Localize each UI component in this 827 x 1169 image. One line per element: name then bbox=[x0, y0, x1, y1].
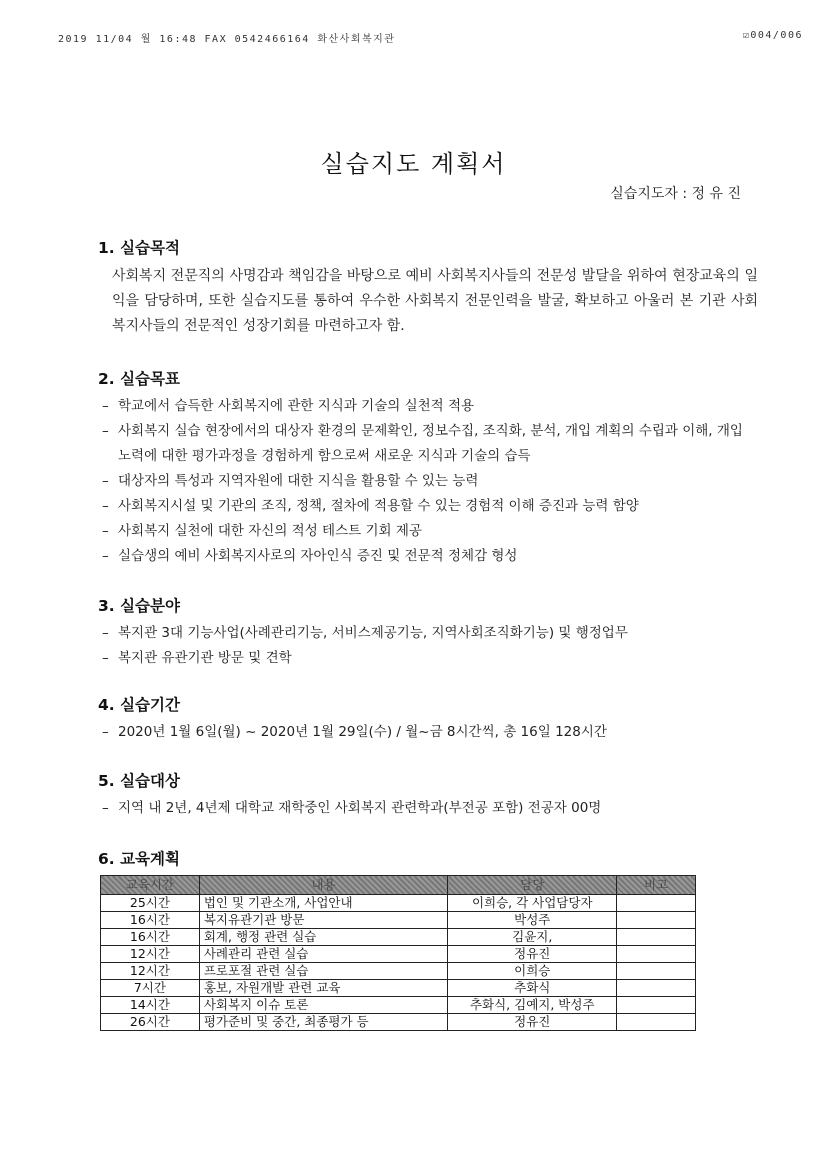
table-row: 16시간 복지유관기관 방문 박성주 bbox=[101, 912, 696, 929]
section-purpose bbox=[98, 236, 758, 339]
instructor-name: 실습지도자 : 정 유 진 bbox=[610, 186, 741, 202]
list-item: – 2020년 1월 6일(월) ~ 2020년 1월 29일(수) / 월~금 8시간씩, 총 16일 128시간 bbox=[102, 724, 607, 740]
table-row: 12시간 사례관리 관련 실습 정유진 bbox=[101, 946, 696, 963]
list-item: – 사회복지시설 및 기관의 조직, 정책, 절차에 적용할 수 있는 경험적 이해 증진과 능력 함양 bbox=[102, 498, 639, 514]
section-title: 5. 실습대상 bbox=[98, 772, 180, 790]
section-fields bbox=[98, 594, 758, 671]
purpose-text: 사회복지 전문직의 사명감과 책임감을 바탕으로 예비 사회복지사들의 전문성 발달을 위하여 현장교육의 일익을 담당하며, 또한 실습지도를 통하여 우수한 사회복지 전문인력을 발굴, 확보하고 아울러 본 기관 사회복지사들의 전문적인 성장기회를 마련하고자 함. bbox=[112, 268, 758, 334]
header-staff: 담당 bbox=[448, 876, 617, 895]
table-header-row bbox=[101, 876, 696, 895]
section-title: 3. 실습분야 bbox=[98, 597, 180, 615]
goals-list bbox=[102, 394, 758, 569]
header-note: 비고 bbox=[617, 876, 696, 895]
section-education-plan bbox=[98, 847, 758, 869]
section-title: 2. 실습목표 bbox=[98, 370, 180, 388]
header-hours: 교육시간 bbox=[101, 876, 200, 895]
list-item: – 실습생의 예비 사회복지사로의 자아인식 증진 및 전문적 정체감 형성 bbox=[102, 548, 518, 564]
section-goals bbox=[98, 367, 758, 569]
target-list bbox=[102, 796, 758, 821]
section-title: 6. 교육계획 bbox=[98, 850, 180, 868]
fax-header-info: 2019 11/04 월 16:48 FAX 0542466164 화산사회복지관 bbox=[58, 34, 396, 45]
list-item: – 복지관 3대 기능사업(사례관리기능, 서비스제공기능, 지역사회조직화기능) 및 행정업무 bbox=[102, 625, 628, 641]
section-period bbox=[98, 693, 758, 745]
period-list bbox=[102, 720, 758, 745]
fields-list bbox=[102, 621, 758, 671]
section-title: 4. 실습기간 bbox=[98, 696, 180, 714]
education-plan-table bbox=[100, 875, 696, 1031]
table-row: 26시간 평가준비 및 중간, 최종평가 등 정유진 bbox=[101, 1014, 696, 1031]
list-item: – 복지관 유관기관 방문 및 견학 bbox=[102, 650, 292, 666]
header-content: 내용 bbox=[199, 876, 448, 895]
table-row: 7시간 홍보, 자원개발 관련 교육 추화식 bbox=[101, 980, 696, 997]
list-item: – 지역 내 2년, 4년제 대학교 재학중인 사회복지 관련학과(부전공 포함) 전공자 00명 bbox=[102, 800, 602, 816]
table-row: 14시간 사회복지 이슈 토론 추화식, 김예지, 박성주 bbox=[101, 997, 696, 1014]
list-item: – 사회복지 실습 현장에서의 대상자 환경의 문제확인, 정보수집, 조직화, 분석, 개입 계획의 수립과 이해, 개입 노력에 대한 평가과정을 경험하게 함으로써 새로운 지식과 기술의 습득 bbox=[102, 423, 743, 464]
table-row: 12시간 프로포절 관련 실습 이희승 bbox=[101, 963, 696, 980]
section-target bbox=[98, 769, 758, 821]
document-title: 실습지도 계획서 bbox=[320, 150, 507, 178]
list-item: – 사회복지 실천에 대한 자신의 적성 테스트 기회 제공 bbox=[102, 523, 422, 539]
list-item: – 대상자의 특성과 지역자원에 대한 지식을 활용할 수 있는 능력 bbox=[102, 473, 479, 489]
list-item: – 학교에서 습득한 사회복지에 관한 지식과 기술의 실천적 적용 bbox=[102, 398, 475, 414]
section-title: 1. 실습목적 bbox=[98, 239, 180, 257]
fax-page-counter: ☑004/006 bbox=[742, 30, 803, 41]
table-row: 16시간 회계, 행정 관련 실습 김윤지, bbox=[101, 929, 696, 946]
table-row: 25시간 법인 및 기관소개, 사업안내 이희승, 각 사업담당자 bbox=[101, 895, 696, 912]
